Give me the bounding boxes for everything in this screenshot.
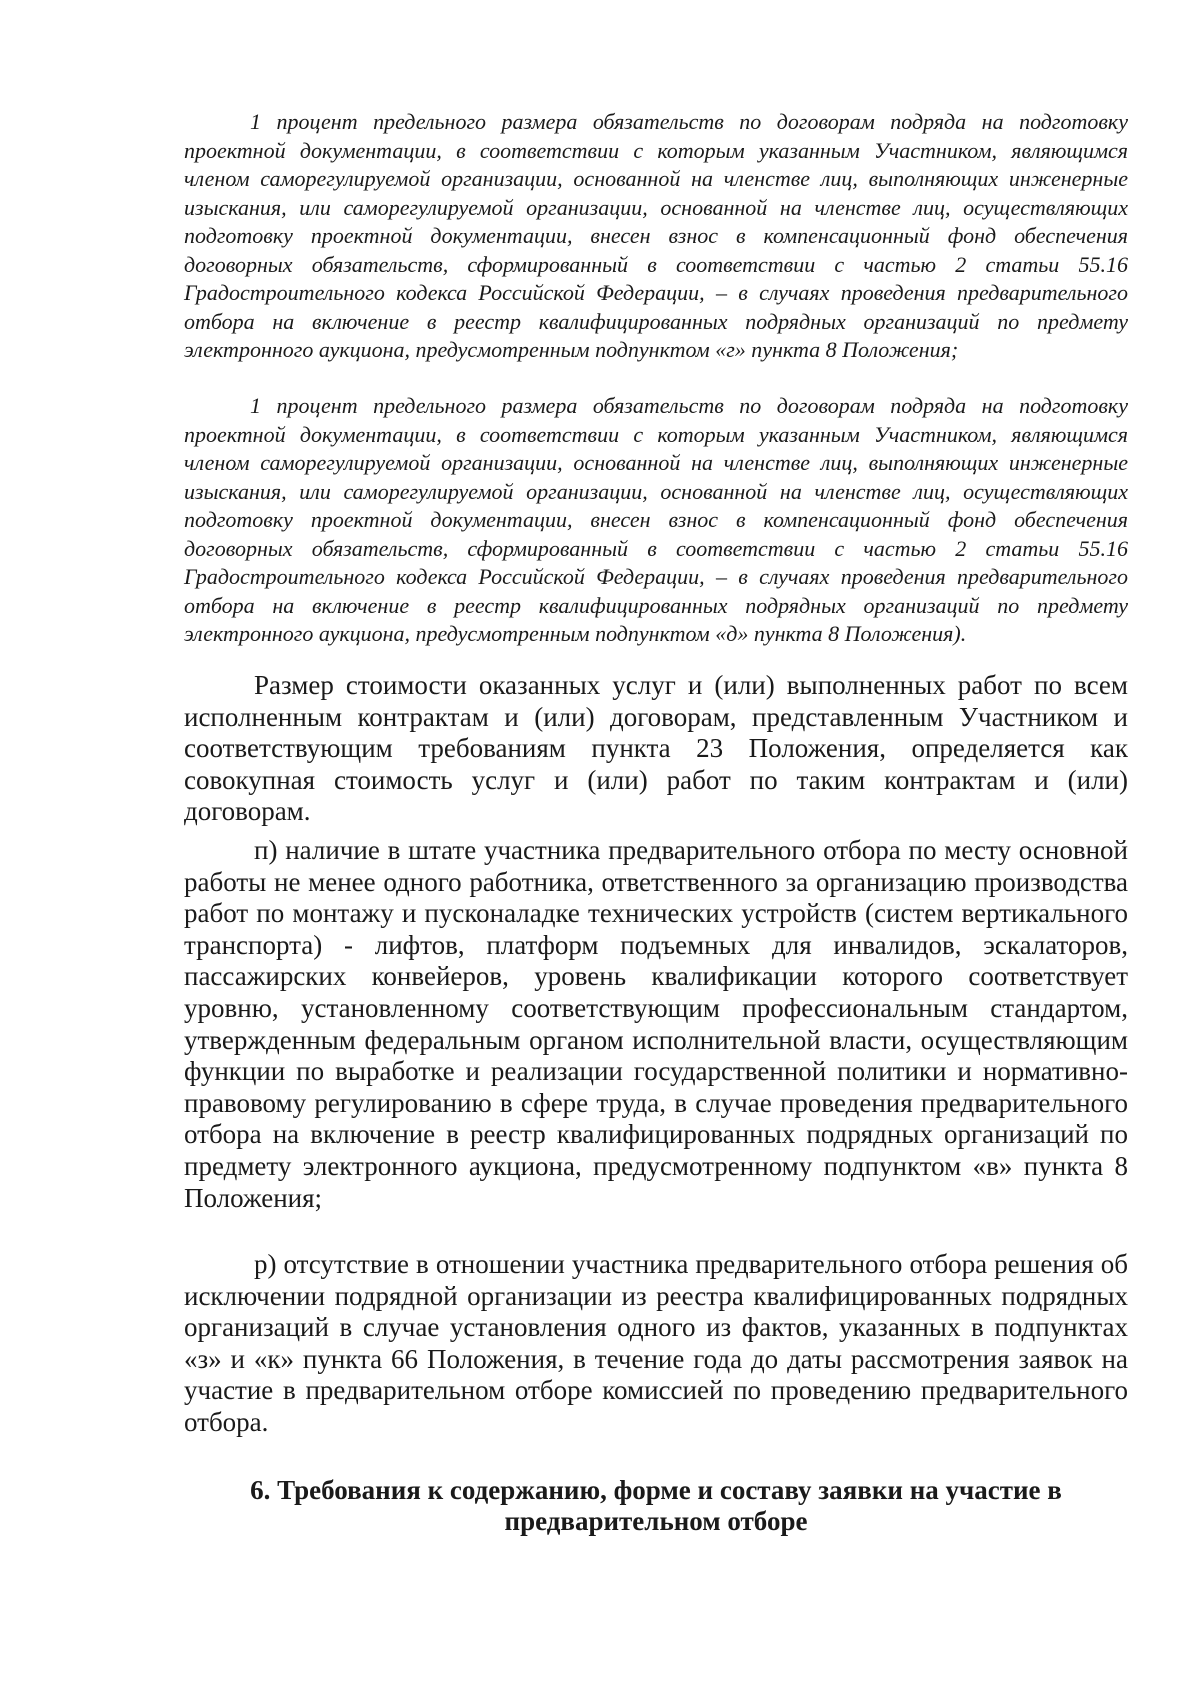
item-r-paragraph: р) отсутствие в отношении участника предварительного отбора решения об исключении подрядной организации из реестра квалифицированных подрядных организаций в случае установления одного из фактов, указанных в подпунктах «з» и «к» пункта 66 Положения, в течение года до даты рассмотрения заявок на участие в предварительном отборе комиссией по проведению предварительного отбора. [184,1249,1128,1437]
italic-paragraph-g: 1 процент предельного размера обязательств по договорам подряда на подготовку проектной документации, в соответствии с которым указанным Участником, являющимся членом саморегулируемой организации, основанной на членстве лиц, выполняющих инженерные изыскания, или саморегулируемой организации, основанной на членстве лиц, осуществляющих подготовку проектной документации, внесен взнос в компенсационный фонд обеспечения договорных обязательств, сформированный в соответствии с частью 2 статьи 55.16 Градостроительного кодекса Российской Федерации, – в случаях проведения предварительного отбора на включение в реестр квалифицированных подрядных организаций по предмету электронного аукциона, предусмотренным подпунктом «г» пункта 8 Положения; [184,109,1128,362]
italic-paragraph-d: 1 процент предельного размера обязательств по договорам подряда на подготовку проектной документации, в соответствии с которым указанным Участником, являющимся членом саморегулируемой организации, основанной на членстве лиц, выполняющих инженерные изыскания, или саморегулируемой организации, основанной на членстве лиц, осуществляющих подготовку проектной документации, внесен взнос в компенсационный фонд обеспечения договорных обязательств, сформированный в соответствии с частью 2 статьи 55.16 Градостроительного кодекса Российской Федерации, – в случаях проведения предварительного отбора на включение в реестр квалифицированных подрядных организаций по предмету электронного аукциона, предусмотренным подпунктом «д» пункта 8 Положения). [184,393,1128,646]
section-heading: 6. Требования к содержанию, форме и составу заявки на участие в предварительном отборе [250,1475,1062,1536]
cost-size-paragraph: Размер стоимости оказанных услуг и (или) выполненных работ по всем исполненным контрактам и (или) договорам, представленным Участником и соответствующим требованиям пункта 23 Положения, определяется как совокупная стоимость услуг и (или) работ по таким контрактам и (или) договорам. [184,670,1128,827]
item-p-paragraph: п) наличие в штате участника предварительного отбора по месту основной работы не менее одного работника, ответственного за организацию производства работ по монтажу и пусконаладке технических устройств (систем вертикального транспорта) - лифтов, платформ подъемных для инвалидов, эскалаторов, пассажирских конвейеров, уровень квалификации которого соответствует уровню, установленному соответствующим профессиональным стандартом, утвержденным федеральным органом исполнительной власти, осуществляющим функции по выработке и реализации государственной политики и нормативно-правовому регулированию в сфере труда, в случае проведения предварительного отбора на включение в реестр квалифицированных подрядных организаций по предмету электронного аукциона, предусмотренному подпунктом «в» пункта 8 Положения; [184,835,1128,1213]
